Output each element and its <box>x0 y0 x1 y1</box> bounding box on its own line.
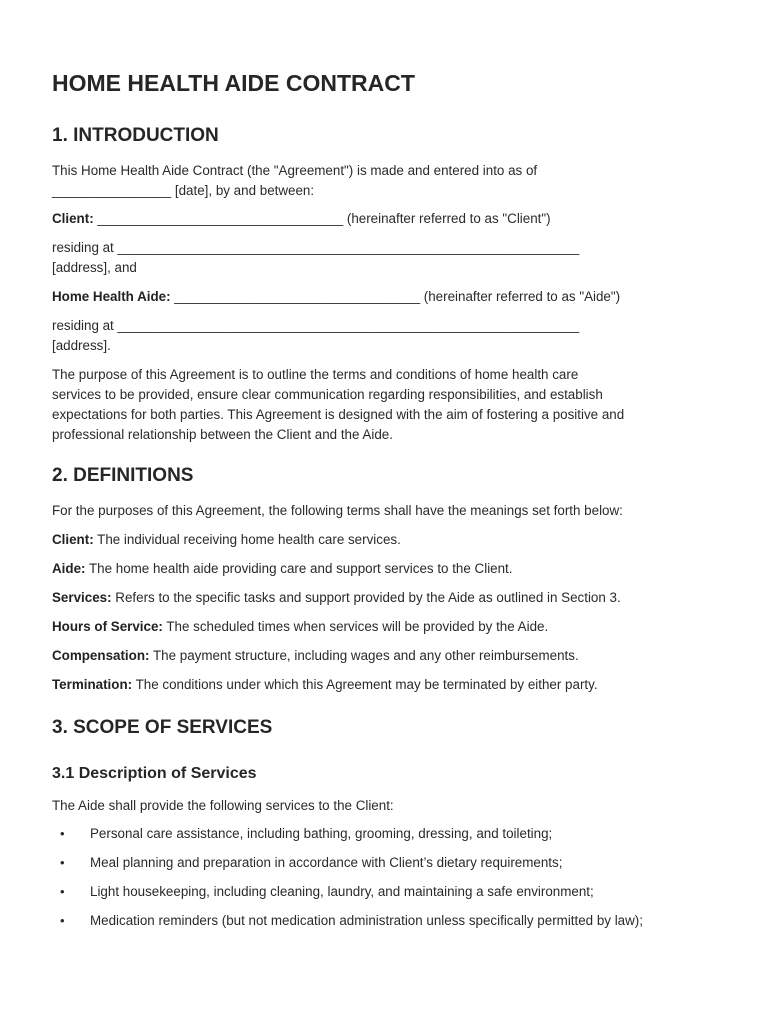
services-list <box>52 824 724 940</box>
intro-paragraph-line: This Home Health Aide Contract (the "Agreement") is made and entered into as of <box>52 163 538 178</box>
document-title: HOME HEALTH AIDE CONTRACT <box>52 70 415 96</box>
bullet-icon: • <box>60 826 65 841</box>
bullet-icon: • <box>60 884 65 899</box>
definition-term: Hours of Service: <box>52 619 163 634</box>
purpose-paragraph-line: professional relationship between the Client and the Aide. <box>52 427 393 442</box>
aide-line <box>52 287 724 307</box>
bullet-icon: • <box>60 913 65 928</box>
client-residence-line: [address], and <box>52 260 137 275</box>
definition-item <box>52 530 724 550</box>
bullet-icon: • <box>60 855 65 870</box>
list-item <box>52 824 724 843</box>
section-heading-introduction: 1. INTRODUCTION <box>52 125 219 146</box>
definition-text: The individual receiving home health care services. <box>93 532 401 547</box>
client-blank: _________________________________ (hereinafter referred to as "Client") <box>93 211 551 226</box>
section-heading-scope: 3. SCOPE OF SERVICES <box>52 717 273 738</box>
purpose-paragraph-line: expectations for both parties. This Agreement is designed with the aim of fostering a positive and <box>52 407 625 422</box>
definition-item <box>52 646 724 666</box>
definition-term: Client: <box>52 532 94 547</box>
list-item-text: Light housekeeping, including cleaning, laundry, and maintaining a safe environment; <box>90 884 594 899</box>
list-item-text: Meal planning and preparation in accordance with Client’s dietary requirements; <box>90 855 563 870</box>
subsection-heading-description: 3.1 Description of Services <box>52 765 257 782</box>
definition-term: Termination: <box>52 677 133 692</box>
list-item <box>52 882 724 901</box>
client-residence-line: residing at ______________________________________________________________ <box>52 240 580 255</box>
definition-item <box>52 617 724 637</box>
aide-label: Home Health Aide: <box>52 289 171 304</box>
section-heading-definitions: 2. DEFINITIONS <box>52 465 194 486</box>
definition-text: The payment structure, including wages and any other reimbursements. <box>149 648 579 663</box>
purpose-paragraph-line: services to be provided, ensure clear communication regarding responsibilities, and establish <box>52 387 603 402</box>
aide-blank: _________________________________ (hereinafter referred to as "Aide") <box>170 289 621 304</box>
purpose-paragraph-line: The purpose of this Agreement is to outline the terms and conditions of home health care <box>52 367 579 382</box>
definition-text: The conditions under which this Agreement may be terminated by either party. <box>132 677 598 692</box>
definition-item <box>52 675 724 695</box>
definition-item <box>52 559 724 579</box>
client-line <box>52 209 724 229</box>
definitions-lead: For the purposes of this Agreement, the following terms shall have the meanings set forth below: <box>52 503 623 518</box>
definition-item <box>52 588 724 608</box>
list-item <box>52 911 724 930</box>
aide-residence-line: residing at ______________________________________________________________ <box>52 318 580 333</box>
definition-term: Compensation: <box>52 648 150 663</box>
definition-term: Services: <box>52 590 112 605</box>
scope-lead: The Aide shall provide the following services to the Client: <box>52 798 394 813</box>
definition-text: Refers to the specific tasks and support provided by the Aide as outlined in Section 3. <box>111 590 621 605</box>
list-item <box>52 853 724 872</box>
aide-residence-line: [address]. <box>52 338 111 353</box>
list-item-text: Medication reminders (but not medication administration unless specifically permitted by law); <box>90 913 643 928</box>
list-item-text: Personal care assistance, including bathing, grooming, dressing, and toileting; <box>90 826 553 841</box>
definition-text: The home health aide providing care and support services to the Client. <box>85 561 513 576</box>
definition-text: The scheduled times when services will be provided by the Aide. <box>162 619 549 634</box>
client-label: Client: <box>52 211 94 226</box>
intro-paragraph-line: ________________ [date], by and between: <box>52 183 315 198</box>
definition-term: Aide: <box>52 561 86 576</box>
